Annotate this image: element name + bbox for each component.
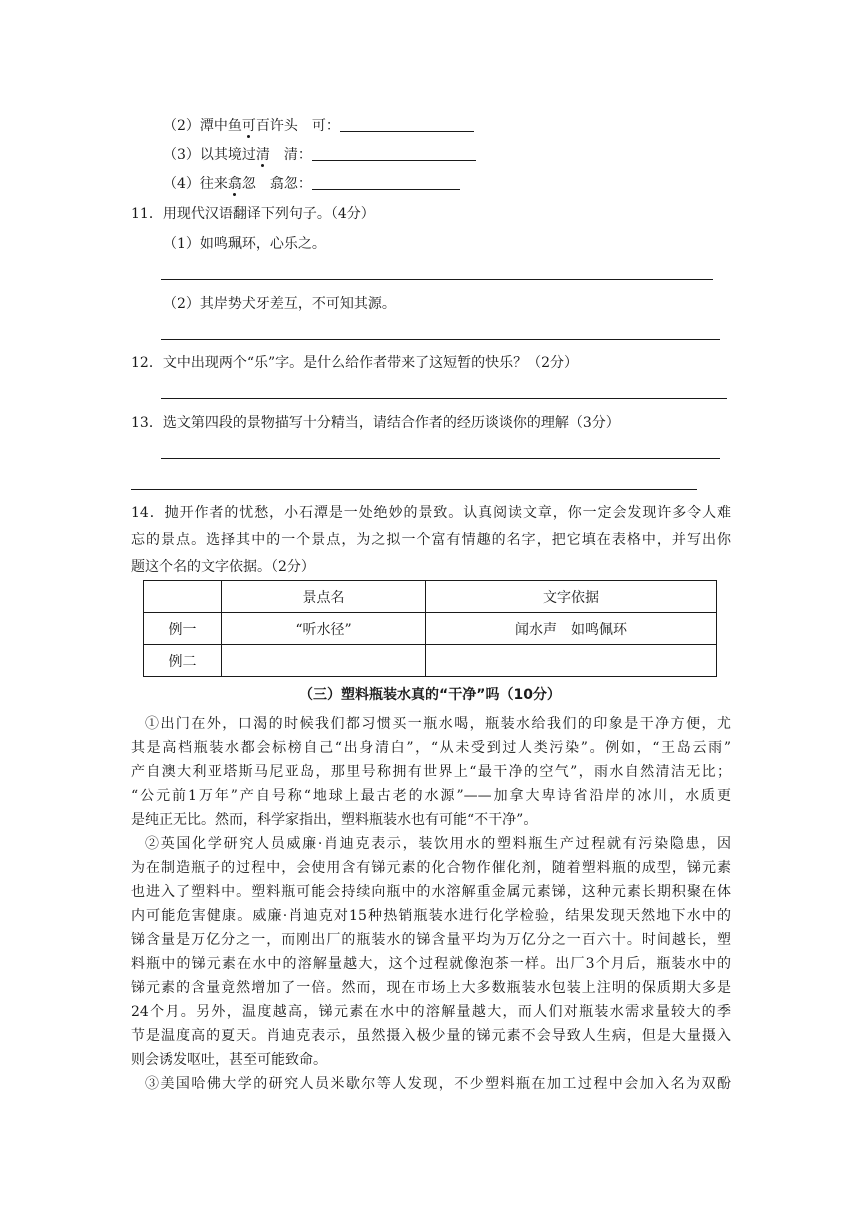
table-row: 例二 xyxy=(144,645,717,677)
emphasis-char: 翕 xyxy=(227,176,242,192)
answer-line[interactable] xyxy=(131,489,697,490)
paragraph-1: ①出门在外，口渴的时候我们都习惯买一瓶水喝，瓶装水给我们的印象是干净方便，尤 其是高档瓶装水都会标榜自己“出身清白”，“从未受到过人类污染”。例如，“王岛云雨” 产自澳大利亚塔斯马尼亚岛，那里号称拥有世界上“最干净的空气”，雨水自然清洁无比； “公元前1万年”产自号称“地球上最古老的水源”——加拿大卑诗省沿岸的冰川，水质更 是纯正无比。然而，科学家指出，塑料瓶装水也有可能“不干净”。 xyxy=(131,716,731,828)
section-title: （三）塑料瓶装水真的“干净”吗（10分） xyxy=(299,687,561,703)
emphasis-char: 可 xyxy=(241,118,256,134)
q13-stem: 13．选文第四段的景物描写十分精当，请结合作者的经历谈谈你的理解（3分） xyxy=(131,415,620,431)
answer-line[interactable] xyxy=(161,458,720,459)
answer-cell[interactable] xyxy=(426,645,717,677)
q11-stem: 11．用现代汉语翻译下列句子。（4分） xyxy=(131,206,375,222)
answer-blank[interactable] xyxy=(312,146,476,161)
table-header-row xyxy=(144,581,717,613)
answer-line[interactable] xyxy=(161,279,713,280)
answer-line[interactable] xyxy=(161,398,727,399)
paragraph-2: ②英国化学研究人员威廉·肖迪克表示，装饮用水的塑料瓶生产过程就有污染隐患，因 为在制造瓶子的过程中，会使用含有锑元素的化合物作催化剂，随着塑料瓶的成型，锑元素 也进入了塑料中。塑料瓶可能会持续向瓶中的水溶解重金属元素锑，这种元素长期积聚在体 内可能危害健康。威廉·肖迪克对15种热销瓶装水进行化学检验，结果发现天然地下水中的 锑含量是万亿分之一，而刚出厂的瓶装水的锑含量平均为万亿分之一百六十。时间越长，塑 料瓶中的锑元素在水中的溶解量越大，这个过程就像泡茶一样。出厂3个月后，瓶装水中的 锑元素的含量竟然增加了一倍。然而，现在市场上大多数瓶装水包装上注明的保质期大多是 24个月。另外，温度越高，锑元素在水中的溶解量越大，而人们对瓶装水需求量较大的季 节是温度高的夏天。肖迪克表示，虽然摄入极少量的锑元素不会导致人生病，但是大量摄入 则会诱发呕吐，甚至可能致命。 xyxy=(131,836,731,1068)
q10-item-2: （2）潭中鱼可百许头 可： xyxy=(163,116,474,136)
q10-item-3: （3）以其境过清 清： xyxy=(163,145,476,165)
q11-sentence-2: （2）其岸势犬牙差互，不可知其源。 xyxy=(163,296,396,312)
header-spot-name: 景点名 xyxy=(222,581,426,613)
q14-stem: 14．抛开作者的忧愁，小石潭是一处绝妙的景致。认真阅读文章，你一定会发现许多令人难 忘的景点。选择其中的一个景点，为之拟一个富有情趣的名字，把它填在表格中，并写出你 题这个名的文字依据。（2分） xyxy=(131,505,731,575)
answer-blank[interactable] xyxy=(312,175,460,190)
paragraph-3: ③美国哈佛大学的研究人员米歇尔等人发现，不少塑料瓶在加工过程中会加入名为双酚 xyxy=(145,1076,731,1092)
answer-line[interactable] xyxy=(161,339,720,340)
header-text-basis: 文字依据 xyxy=(426,581,717,613)
table-row: 例一 “听水径” 闻水声 如鸣佩环 xyxy=(144,613,717,645)
emphasis-char: 清 xyxy=(255,147,270,163)
q10-item-4: （4）往来翕忽 翕忽： xyxy=(163,174,460,194)
answer-cell[interactable] xyxy=(222,645,426,677)
scenic-spot-table xyxy=(143,580,717,677)
q11-sentence-1: （1）如鸣珮环，心乐之。 xyxy=(163,236,326,252)
answer-blank[interactable] xyxy=(340,117,474,132)
q12-stem: 12．文中出现两个“乐”字。是什么给作者带来了这短暂的快乐？（2分） xyxy=(131,355,579,371)
